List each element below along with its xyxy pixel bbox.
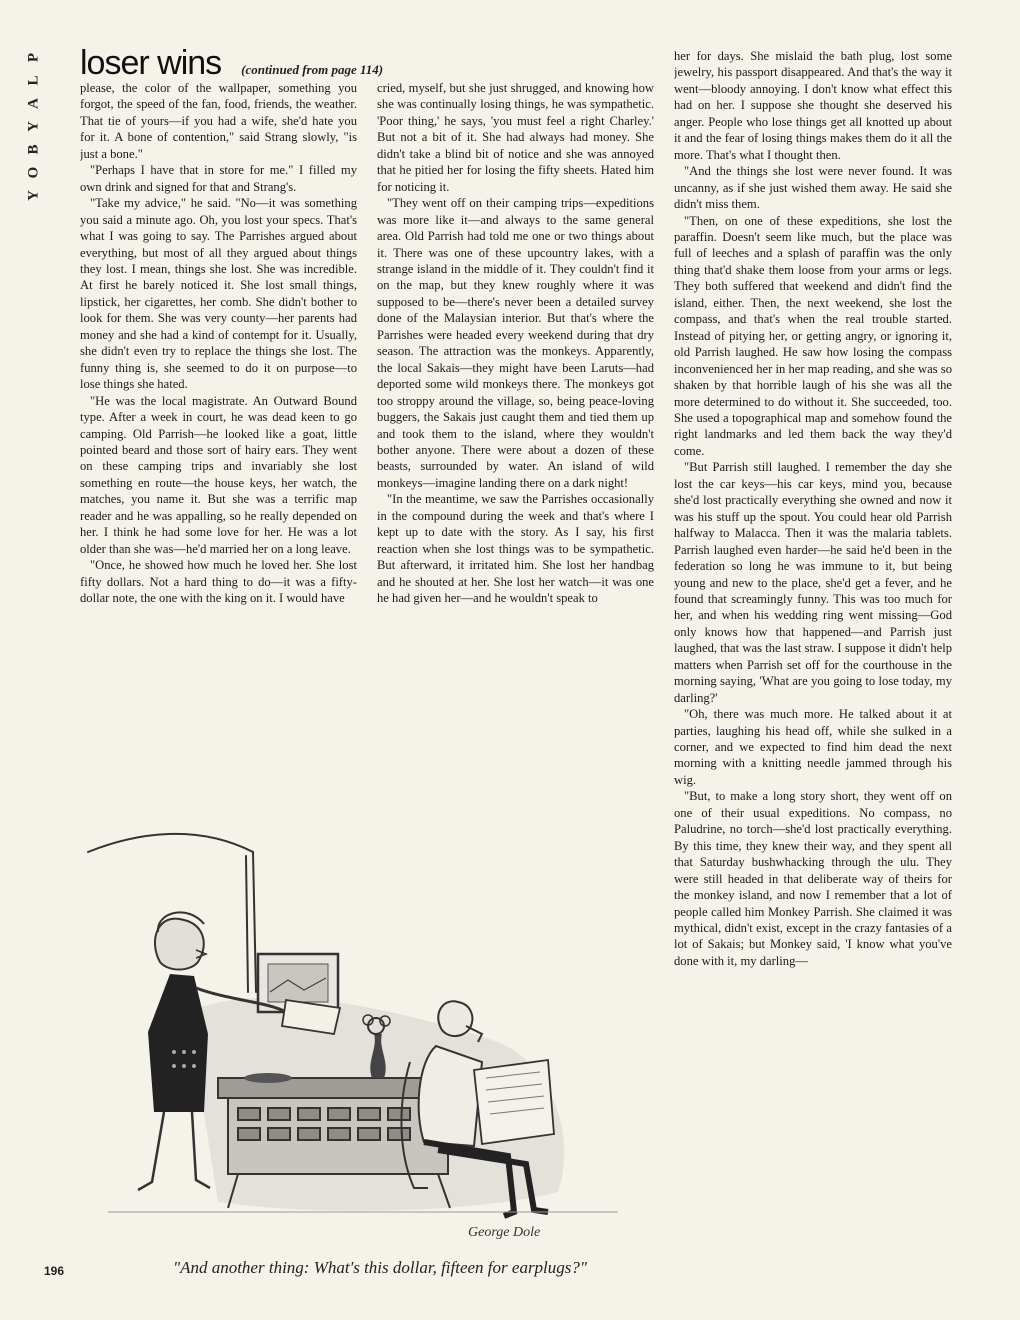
cartoon-illustration [78,812,648,1242]
magazine-letter: O [25,166,42,179]
magazine-letter: L [25,75,42,86]
paragraph: "But, to make a long story short, they went off on one of their usual expeditions. No compass, no Paludrine, no torch—she'd lost practically everything. By this time, they knew their way, and they spent all that Saturday bushwhacking through the ulu. They were still headed in that deliberate way of theirs for the monkey island, and now I remember that a lot of people called him Monkey Parrish. She claimed it was mythical, didn't exist, except in the crazy fantasies of a lot of Sakais; but Monkey said, 'I know what you've done with it, my darling— [674,789,952,968]
article-title: loser wins [80,44,222,82]
paragraph: "Oh, there was much more. He talked about it at parties, laughing his head off, while she sulked in a corner, and we expected to find him dead the next morning with a knitting needle jammed through his wig. [674,707,952,787]
paragraph: "And the things she lost were never found. It was uncanny, as if she just wished them away. He said she didn't miss them. [674,164,952,212]
paragraph: "But Parrish still laughed. I remember the day she lost the car keys—his car keys, mind you, because she'd lost practically everything she owned and now it was his stuff up the spout. You could hear old Parrish halfway to Malacca. Then it was the malaria tablets. Parrish laughed even harder—he said he'd been in the federation so long he was immune to it, but being young and new to the place, she'd get a fever, and he found that screamingly funny. This was too much for her, and when his wedding ring went missing—God only knows how that happened—and Parrish just laughed, that was the last straw. I suppose it didn't help matters when Parrish set off for the courthouse in the morning saying, 'What are you going to lose today, my darling?' [674,460,952,705]
magazine-vertical-name [22,46,46,207]
text-column-2 [377,80,654,812]
paragraph: "Then, on one of these expeditions, she lost the paraffin. Doesn't seem like much, but the place was full of leeches and a splash of paraffin was the only thing that'd shake them loose from your arms or legs. They both suffered that weekend and didn't find the island, either. Then, the next weekend, she lost the compass, and that's when the real trouble started. Instead of pitying her, or getting angry, or ignoring it, old Parrish laughed. He saw how losing the compass inconvenienced her in her map reading, and she was so shaken by that horrible laugh of his she was all the more determined to do without it. She succeeded, too. She used a topographical map and somehow found the right landmarks and led them back the way they'd come. [674,213,952,458]
continued-note: (continued from page 114) [241,62,384,77]
magazine-letter: Y [25,190,42,201]
ashtray-icon [244,1073,292,1083]
text-column-1 [80,80,357,810]
magazine-letter: Y [25,121,42,132]
paragraph: "They went off on their camping trips—expeditions was more like it—and always to the same general area. Old Parrish had told me one or two things about it. There was one of these upcountry lakes, with a strange island in the middle of it. They couldn't find it on the map, but they knew roughly where it was supposed to be—there's never been a detailed survey done of the Malaysian interior. But that's where the Parrishes were headed every weekend during that dry season. The attraction was the monkeys. Apparently, the local Sakais—they might have been Laruts—had deported some wild monkeys there. The monkeys got too stroppy around the village, so, being peace-loving buggers, the Sakais just caught them and tied them up and took them to the island, where they wouldn't bother anyone. There were about a dozen of these beasts, surrounded by water. An island of wild monkeys—imagine landing there on a dark night! [377,196,654,490]
magazine-letter: P [25,52,42,63]
artist-signature: George Dole [468,1225,541,1240]
paragraph: "Take my advice," he said. "No—it was something you said a minute ago. Oh, you lost your specs. That's what I was going to say. The Parrishes argued about everything, but most of all they argued about things they lost. I mean, things she lost. She was incredible. At first he barely noticed it. She lost small things, lipstick, her cigarettes, her comb. She didn't bother to look for them. She was very county—her parents had money and she had a kind of contempt for it. Usually, she didn't even try to replace the things she lost. The funny thing is, she seemed to do it on purpose—to lose things she hated. [80,196,357,392]
magazine-letter: B [25,144,42,155]
article-header [80,44,383,84]
text-column-3 [674,48,952,1288]
cartoon-caption: "And another thing: What's this dollar, fifteen for earplugs?" [172,1258,588,1277]
newspaper-icon [474,1060,554,1144]
paragraph: "Perhaps I have that in store for me." I filled my own drink and signed for that and Strang's. [80,163,357,194]
magazine-letter: A [25,98,42,109]
paragraph: "In the meantime, we saw the Parrishes occasionally in the compound during the week and that's where I kept up to date with the story. As I say, his first reaction when she lost things was to be sympathetic. But afterward, it irritated him. She lost her handbag and he shouted at her. She lost her watch—it was one he had given her—and he wouldn't speak to [377,492,654,606]
paragraph: "He was the local magistrate. An Outward Bound type. After a week in court, he was dead keen to go camping. Old Parrish—he looked like a goat, little pointed beard and those sort of hairy ears. They went on these camping trips and invariably she lost something en route—the house keys, her watch, the matches, you name it. But she was a terrific map reader and he was appalling, so he really depended on her. I think he had some love for her. He was a lot older than she was—he'd married her on a long leave. [80,393,357,556]
paragraph: cried, myself, but she just shrugged, and knowing how she was continually losing things, he was sympathetic. 'Poor thing,' he says, 'you must feel a right Charley.' But not a bit of it. She had always had money. She didn't take a blind bit of notice and she was annoyed that he pitied her for losing the fifty sheets. Hated him for noticing it. [377,81,654,194]
paragraph: please, the color of the wallpaper, something you forgot, the speed of the fan, food, friends, the weather. That tie of yours—if you had a wife, she'd hate you for it. A bone of contention," said Strang slowly, "is just a bone." [80,81,357,161]
paragraph: "Once, he showed how much he loved her. She lost fifty dollars. Not a hard thing to do—it was a fifty-dollar note, the one with the king on it. I would have [80,558,357,606]
paragraph: her for days. She mislaid the bath plug, lost some jewelry, his passport disappeared. And that's the way it went—bloody annoying. I don't know what effect this had on her. I suppose she thought she deserved his anger. People who lose things get all knotted up about it and the fear of losing things makes them do it all the more. That's what I thought then. [674,49,952,162]
page-number: 196 [44,1264,65,1278]
